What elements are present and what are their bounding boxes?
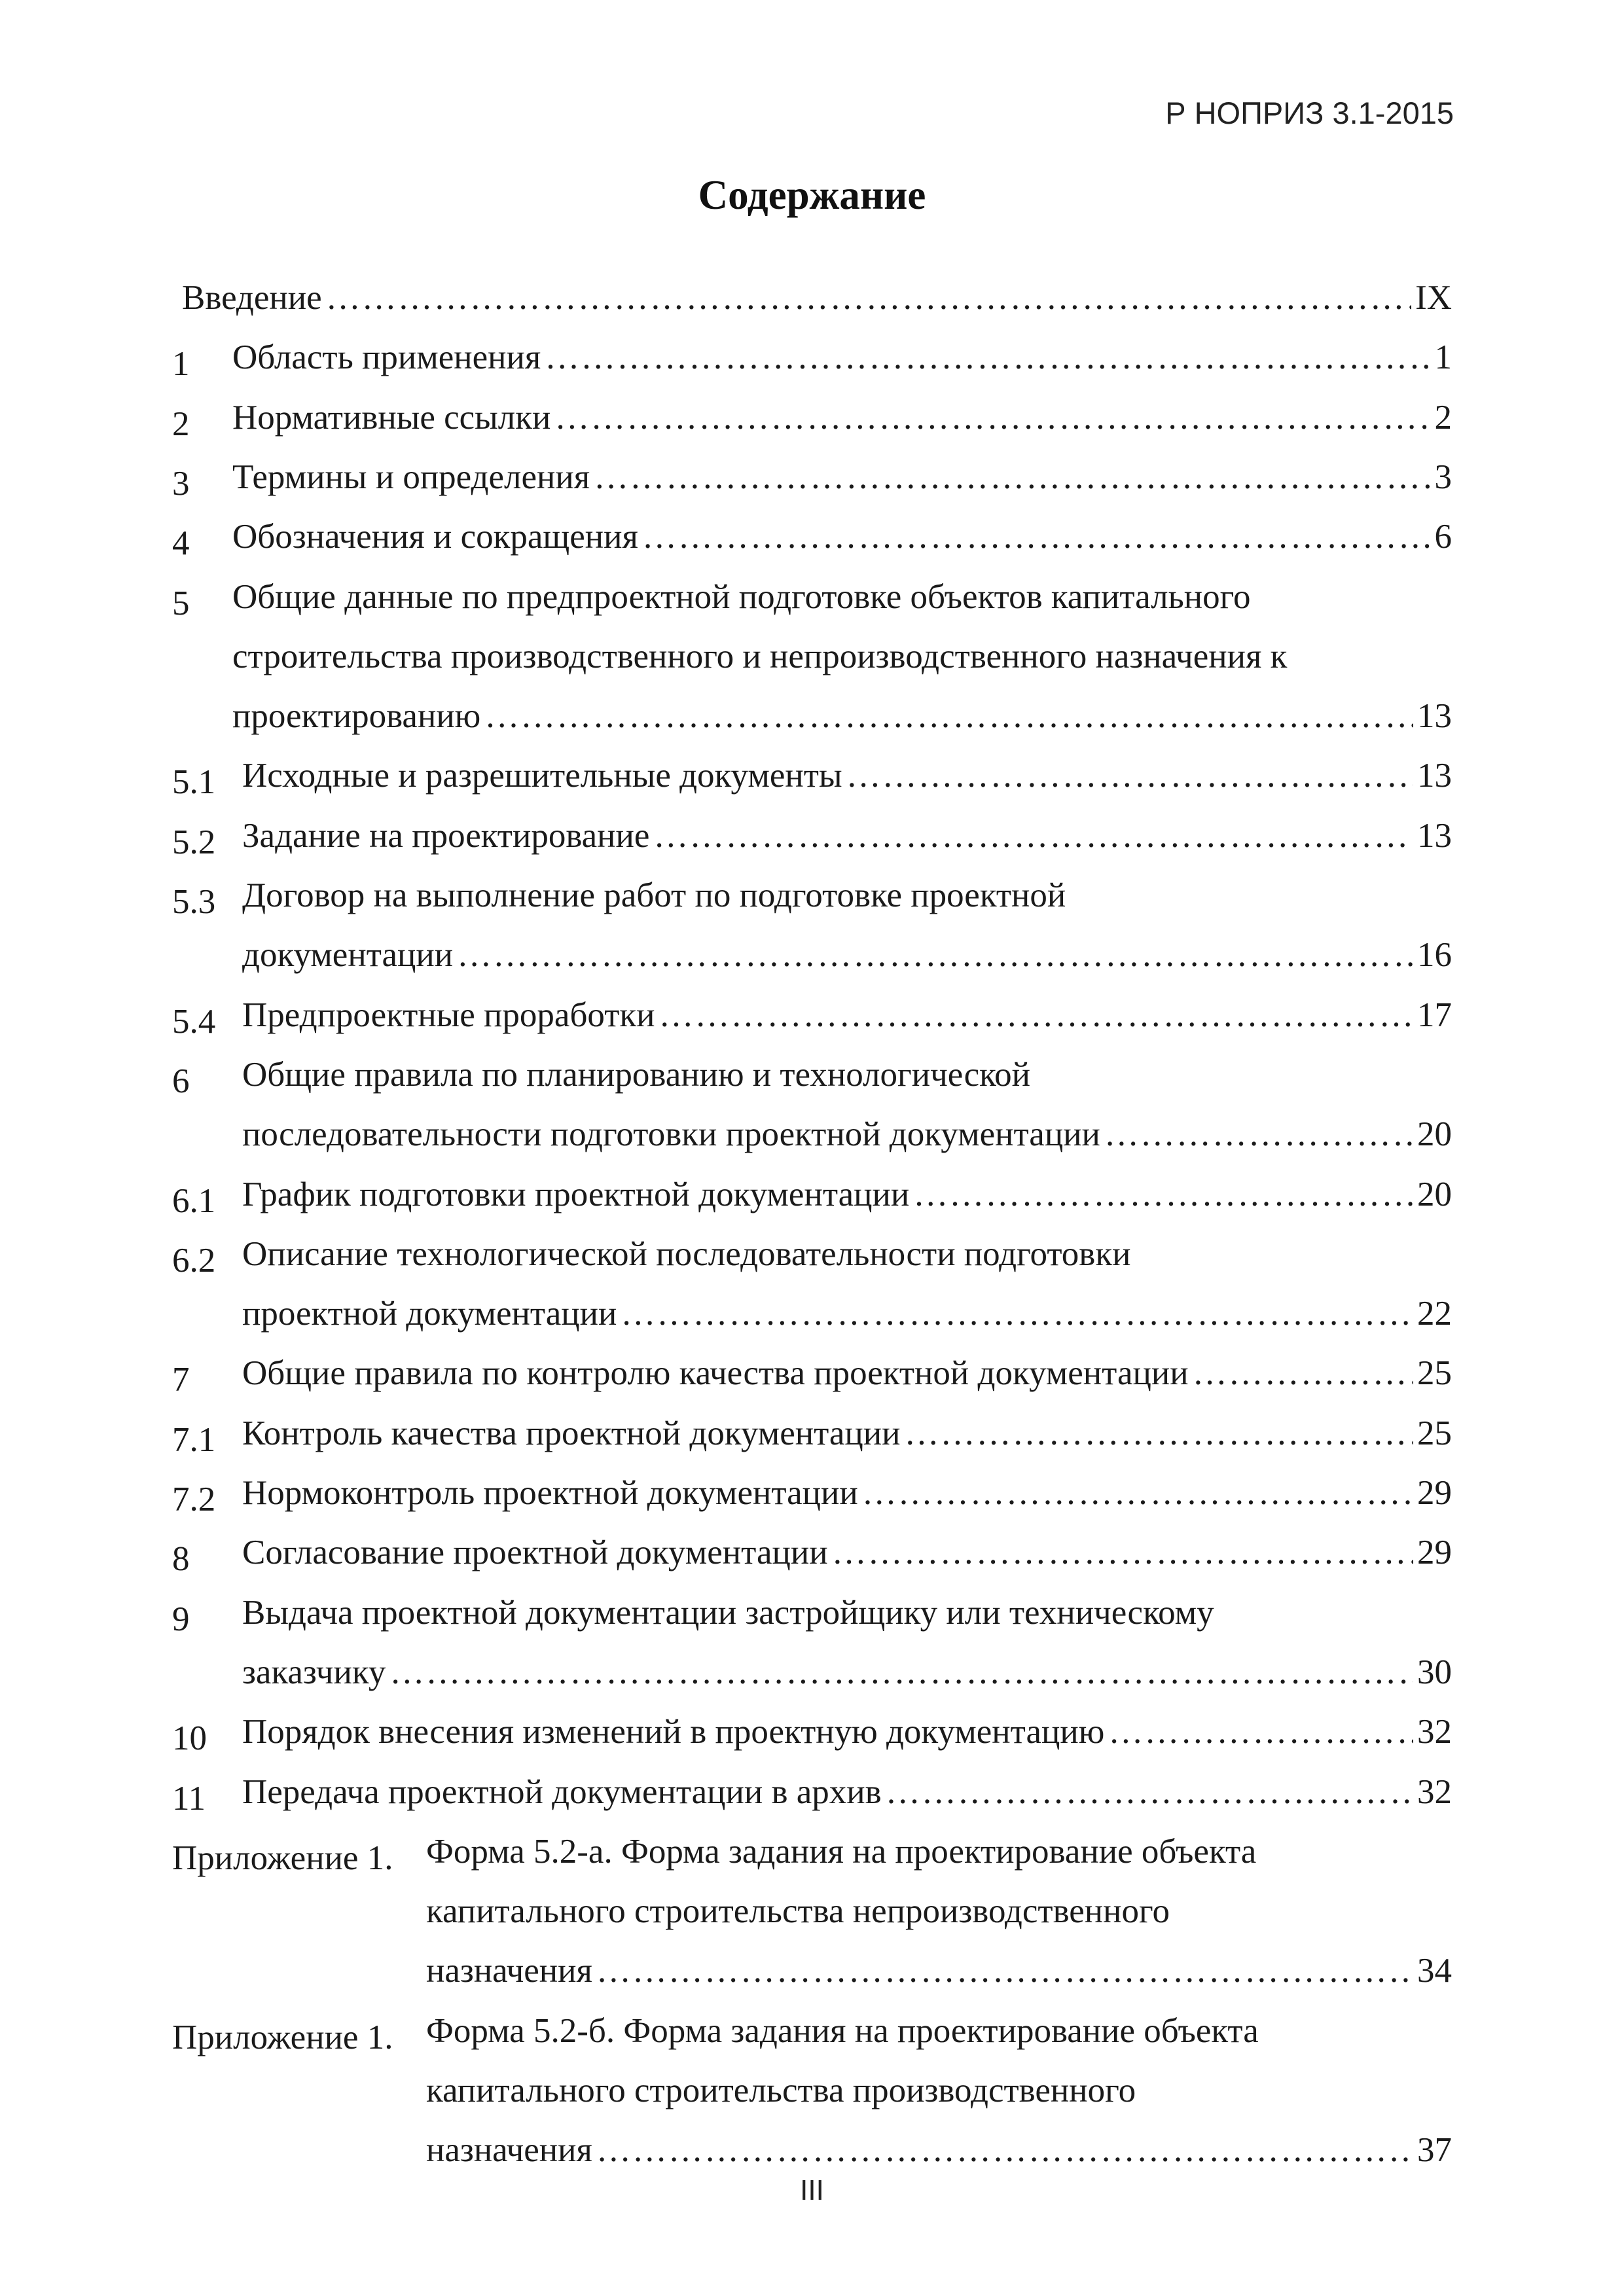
toc-entry-page: 22 bbox=[1417, 1295, 1452, 1333]
dot-leader bbox=[886, 1772, 1413, 1812]
dot-leader bbox=[389, 1653, 1413, 1692]
toc-entry-line[interactable] bbox=[242, 1115, 1452, 1167]
toc-entry-title: Общие правила по планированию и технологической bbox=[242, 1055, 1031, 1094]
toc-entry-title: Нормоконтроль проектной документации bbox=[242, 1474, 858, 1512]
toc-entry-number: 6.2 bbox=[172, 1241, 216, 1280]
toc-entry-line[interactable] bbox=[232, 517, 1452, 569]
dot-leader bbox=[596, 2130, 1413, 2170]
toc-entry-line bbox=[242, 1234, 1452, 1287]
toc-entry-title: Порядок внесения изменений в проектную документацию bbox=[242, 1713, 1105, 1751]
toc-entry-line[interactable] bbox=[232, 696, 1452, 749]
toc-entry-page: 3 bbox=[1434, 457, 1452, 496]
dot-leader bbox=[846, 756, 1413, 795]
toc-entry-title: Передача проектной документации в архив bbox=[242, 1772, 882, 1811]
toc-entry-line[interactable] bbox=[242, 756, 1452, 808]
toc-entry-line[interactable] bbox=[242, 1533, 1452, 1585]
toc-entry-title: Введение bbox=[182, 279, 322, 317]
toc-entry-title: документации bbox=[242, 936, 454, 975]
toc-entry-page: 13 bbox=[1417, 816, 1452, 855]
toc-entry-page: 2 bbox=[1434, 398, 1452, 437]
toc-entry-number: Приложение 1. bbox=[172, 1839, 393, 1877]
toc-entry-line bbox=[426, 1832, 1452, 1884]
toc-entry-page: 32 bbox=[1417, 1713, 1452, 1751]
toc-entry-page: 37 bbox=[1417, 2131, 1452, 2170]
toc-entry-title: Термины и определения bbox=[232, 457, 590, 496]
toc-entry-number: 8 bbox=[172, 1540, 190, 1579]
toc-entry-title: Форма 5.2-а. Форма задания на проектирование объекта bbox=[426, 1832, 1257, 1871]
dot-leader bbox=[1108, 1712, 1413, 1751]
toc-entry-page: 16 bbox=[1417, 936, 1452, 975]
toc-entry-number: 4 bbox=[172, 524, 190, 563]
page-number: III bbox=[800, 2174, 824, 2206]
toc-entry-page: 34 bbox=[1417, 1952, 1452, 1990]
toc-entry-title: Обозначения и сокращения bbox=[232, 518, 638, 556]
toc-entry-title: назначения bbox=[426, 2131, 592, 2170]
dot-leader bbox=[326, 278, 1411, 317]
toc-entry-title: назначения bbox=[426, 1952, 592, 1990]
toc-entry-number: 5.1 bbox=[172, 763, 216, 802]
toc-entry-page: 13 bbox=[1417, 697, 1452, 736]
toc-entry-number: 1 bbox=[172, 345, 190, 384]
toc-entry-title: Контроль качества проектной документации bbox=[242, 1414, 901, 1452]
toc-entry-line[interactable] bbox=[242, 1414, 1452, 1466]
toc-entry-line[interactable] bbox=[242, 816, 1452, 869]
toc-entry-title: капитального строительства непроизводственного bbox=[426, 1892, 1170, 1931]
toc-entry-title: Область применения bbox=[232, 338, 541, 377]
toc-entry-title: проектированию bbox=[232, 697, 481, 736]
toc-entry-number: 7.2 bbox=[172, 1480, 216, 1518]
toc-entry-line[interactable] bbox=[242, 1294, 1452, 1346]
toc-entry-line bbox=[242, 876, 1452, 928]
toc-entry-number: 7 bbox=[172, 1361, 190, 1399]
toc-entry-line[interactable] bbox=[182, 278, 1452, 331]
toc-entry-title: Выдача проектной документации застройщику или техническому bbox=[242, 1593, 1214, 1632]
toc-entry-line[interactable] bbox=[426, 1951, 1452, 2003]
toc-entry-title: Исходные и разрешительные документы bbox=[242, 757, 842, 795]
toc-entry-number: 6 bbox=[172, 1062, 190, 1100]
dot-leader bbox=[457, 935, 1413, 975]
toc-title: Содержание bbox=[698, 172, 926, 218]
toc-entry-number: 11 bbox=[172, 1779, 206, 1818]
toc-entry-line bbox=[232, 577, 1452, 630]
toc-entry-number: 9 bbox=[172, 1600, 190, 1638]
dot-leader bbox=[484, 696, 1413, 736]
toc-entry-title: Описание технологической последовательности подготовки bbox=[242, 1234, 1131, 1273]
dot-leader bbox=[545, 338, 1430, 377]
toc-entry-number: 5.4 bbox=[172, 1002, 216, 1041]
toc-entry-number: 10 bbox=[172, 1719, 207, 1758]
toc-entry-title: Форма 5.2-б. Форма задания на проектирование объекта bbox=[426, 2011, 1259, 2050]
dot-leader bbox=[621, 1294, 1413, 1333]
toc-entry-title: Нормативные ссылки bbox=[232, 398, 551, 437]
toc-entry-page: IX bbox=[1415, 279, 1452, 317]
toc-entry-number: 5.3 bbox=[172, 883, 216, 921]
toc-entry-line bbox=[232, 637, 1452, 689]
toc-entry-page: 29 bbox=[1417, 1534, 1452, 1572]
toc-entry-title: Общие правила по контролю качества проектной документации bbox=[242, 1354, 1189, 1393]
toc-entry-line[interactable] bbox=[242, 935, 1452, 988]
toc-entry-number: 2 bbox=[172, 404, 190, 443]
dot-leader bbox=[905, 1414, 1413, 1453]
dot-leader bbox=[659, 996, 1414, 1035]
toc-entry-title: Предпроектные проработки bbox=[242, 996, 655, 1034]
toc-entry-line bbox=[242, 1055, 1452, 1107]
toc-entry-number: 3 bbox=[172, 464, 190, 503]
toc-entry-page: 6 bbox=[1434, 518, 1452, 556]
toc-entry-line[interactable] bbox=[242, 1653, 1452, 1705]
toc-entry-line[interactable] bbox=[232, 398, 1452, 450]
toc-entry-page: 32 bbox=[1417, 1772, 1452, 1811]
toc-entry-line[interactable] bbox=[232, 338, 1452, 390]
dot-leader bbox=[1104, 1115, 1413, 1154]
toc-entry-line[interactable] bbox=[242, 996, 1452, 1048]
toc-entry-title: капитального строительства производственного bbox=[426, 2072, 1136, 2109]
toc-entry-title: Договор на выполнение работ по подготовке проектной bbox=[242, 876, 1066, 914]
dot-leader bbox=[862, 1473, 1413, 1513]
dot-leader bbox=[832, 1533, 1413, 1572]
toc-entry-number: 6.1 bbox=[172, 1181, 216, 1220]
toc-entry-line[interactable] bbox=[242, 1175, 1452, 1227]
toc-entry-title: заказчику bbox=[242, 1653, 386, 1691]
toc-entry-line bbox=[426, 2011, 1452, 2064]
toc-entry-title: проектной документации bbox=[242, 1295, 617, 1333]
dot-leader bbox=[554, 398, 1430, 437]
toc-entry-page: 30 bbox=[1417, 1653, 1452, 1691]
toc-entry-line[interactable] bbox=[242, 1354, 1452, 1406]
dot-leader bbox=[596, 1951, 1413, 1990]
dot-leader bbox=[913, 1175, 1413, 1214]
dot-leader bbox=[594, 457, 1430, 497]
toc-entry-number: 5 bbox=[172, 584, 190, 622]
toc-entry-page: 25 bbox=[1417, 1414, 1452, 1452]
dot-leader bbox=[642, 517, 1431, 556]
toc-entry-page: 29 bbox=[1417, 1474, 1452, 1512]
toc-entry-number: 5.2 bbox=[172, 823, 216, 861]
toc-entry-page: 13 bbox=[1417, 757, 1452, 795]
toc-entry-title: строительства производственного и непроизводственного назначения к bbox=[232, 637, 1288, 675]
toc-entry-title: Задание на проектирование bbox=[242, 816, 650, 855]
toc-entry-page: 1 bbox=[1434, 338, 1452, 377]
toc-entry-title: последовательности подготовки проектной документации bbox=[242, 1115, 1100, 1154]
toc-entry-line[interactable] bbox=[242, 1473, 1452, 1526]
toc-entry-page: 20 bbox=[1417, 1175, 1452, 1213]
toc-entry-page: 20 bbox=[1417, 1115, 1452, 1154]
toc-entry-title: Согласование проектной документации bbox=[242, 1534, 828, 1572]
dot-leader bbox=[1193, 1354, 1413, 1393]
toc-entry-title: График подготовки проектной документации bbox=[242, 1175, 910, 1213]
toc-entry-line bbox=[242, 1593, 1452, 1645]
toc-entry-page: 17 bbox=[1417, 996, 1452, 1034]
toc-entry-title: Общие данные по предпроектной подготовке объектов капитального bbox=[232, 577, 1251, 616]
dot-leader bbox=[653, 816, 1413, 855]
toc-entry-line[interactable] bbox=[232, 457, 1452, 510]
toc-entry-line[interactable] bbox=[242, 1712, 1452, 1765]
toc-entry-page: 25 bbox=[1417, 1354, 1452, 1393]
toc-entry-line bbox=[426, 2071, 1452, 2123]
document-code: Р НОПРИЗ 3.1-2015 bbox=[1165, 96, 1454, 130]
toc-entry-number: Приложение 1. bbox=[172, 2018, 393, 2056]
toc-entry-line[interactable] bbox=[242, 1772, 1452, 1825]
toc-entry-number: 7.1 bbox=[172, 1420, 216, 1459]
toc-entry-line bbox=[426, 1892, 1452, 1944]
